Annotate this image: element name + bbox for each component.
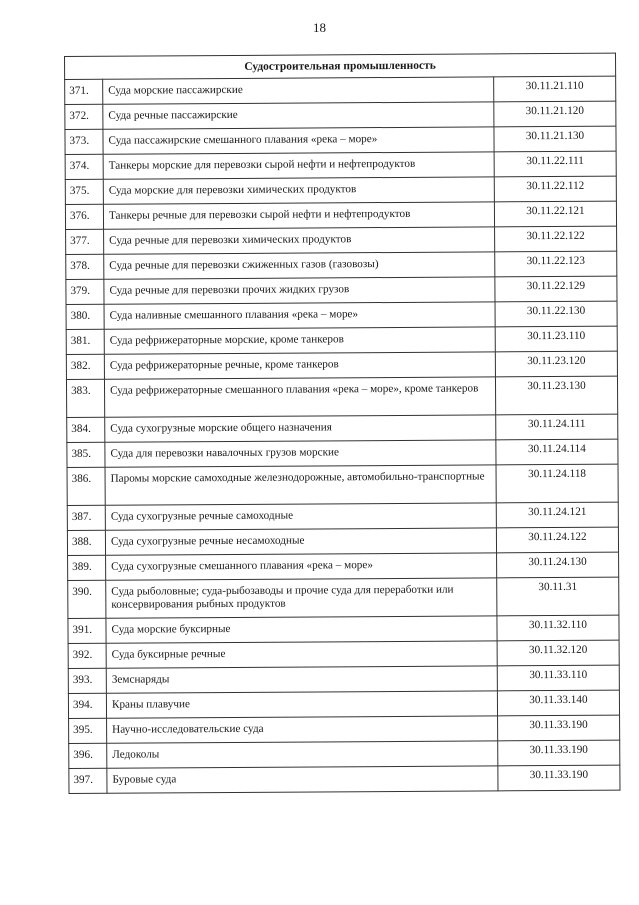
row-code: 30.11.32.120 [497, 640, 619, 666]
row-code: 30.11.22.130 [495, 301, 617, 327]
row-number: 396. [69, 743, 107, 768]
table-row [68, 552, 619, 580]
row-number: 371. [65, 79, 103, 104]
row-code: 30.11.23.120 [495, 351, 617, 377]
row-code: 30.11.24.114 [496, 439, 618, 465]
table-row [69, 765, 620, 793]
table-row [65, 176, 616, 204]
row-number: 377. [66, 229, 104, 254]
row-number: 384. [67, 417, 105, 442]
row-number: 395. [69, 718, 107, 743]
section-header-row [65, 53, 616, 79]
row-code: 30.11.21.110 [494, 76, 616, 102]
row-name: Суда сухогрузные речные самоходные [105, 503, 496, 530]
row-number: 374. [65, 154, 103, 179]
row-name: Суда рефрижераторные смешанного плавания «река – море», кроме танкеров [104, 377, 495, 417]
row-code: 30.11.22.111 [494, 151, 616, 177]
table-row [69, 715, 620, 743]
row-name: Суда речные пассажирские [103, 102, 494, 129]
row-code: 30.11.33.190 [498, 765, 620, 791]
row-name: Суда речные для перевозки химических продуктов [104, 227, 495, 254]
row-code: 30.11.24.122 [496, 527, 618, 553]
row-name: Суда речные для перевозки сжиженных газов (газовозы) [104, 252, 495, 279]
table-row [65, 151, 616, 179]
row-name: Суда пассажирские смешанного плавания «река – море» [103, 127, 494, 154]
row-code: 30.11.21.120 [494, 101, 616, 127]
table-body [65, 76, 620, 793]
row-name: Танкеры морские для перевозки сырой нефти и нефтепродуктов [103, 152, 494, 179]
row-name: Суда рефрижераторные речные, кроме танкеров [104, 352, 495, 379]
row-code: 30.11.22.121 [494, 201, 616, 227]
table-row [66, 301, 617, 329]
table-row [68, 665, 619, 693]
row-number: 372. [65, 104, 103, 129]
row-name: Суда сухогрузные морские общего назначения [105, 415, 496, 442]
table-row [66, 326, 617, 354]
row-number: 375. [65, 179, 103, 204]
row-code: 30.11.24.121 [496, 502, 618, 528]
row-code: 30.11.32.110 [497, 615, 619, 641]
table-row [66, 226, 617, 254]
row-number: 390. [68, 580, 106, 618]
row-name: Краны плавучие [106, 691, 497, 718]
row-code: 30.11.21.130 [494, 126, 616, 152]
row-code: 30.11.24.118 [496, 464, 618, 503]
row-name: Суда буксирные речные [106, 641, 497, 668]
row-code: 30.11.33.110 [497, 665, 619, 691]
row-number: 383. [66, 379, 104, 417]
table-row [67, 502, 618, 530]
row-number: 388. [67, 530, 105, 555]
row-code: 30.11.33.140 [497, 690, 619, 716]
row-code: 30.11.23.110 [495, 326, 617, 352]
row-number: 391. [68, 618, 106, 643]
row-code: 30.11.22.123 [495, 251, 617, 277]
table-row [65, 126, 616, 154]
row-number: 389. [68, 555, 106, 580]
row-number: 378. [66, 254, 104, 279]
table-row [65, 76, 616, 104]
row-name: Суда для перевозки навалочных грузов морские [105, 440, 496, 467]
row-code: 30.11.31 [497, 577, 619, 616]
row-code: 30.11.22.129 [495, 276, 617, 302]
row-code: 30.11.24.130 [497, 552, 619, 578]
row-name: Земснаряды [106, 666, 497, 693]
table-row [67, 414, 618, 442]
row-name: Суда морские для перевозки химических продуктов [103, 177, 494, 204]
row-number: 387. [67, 505, 105, 530]
page-number: 18 [313, 20, 326, 35]
row-name: Ледоколы [107, 741, 498, 768]
row-name: Суда рыболовные; суда-рыбозаводы и прочие суда для переработки или консервирования рыбных продуктов [106, 578, 497, 618]
table-row [67, 527, 618, 555]
row-name: Буровые суда [107, 766, 498, 793]
table-row [66, 276, 617, 304]
table-row [66, 251, 617, 279]
row-name: Суда морские пассажирские [103, 77, 494, 104]
table-row [68, 690, 619, 718]
table-row [66, 351, 617, 379]
row-name: Суда наливные смешанного плавания «река – море» [104, 302, 495, 329]
row-number: 380. [66, 304, 104, 329]
row-number: 381. [66, 329, 104, 354]
row-number: 392. [68, 643, 106, 668]
row-number: 373. [65, 129, 103, 154]
row-code: 30.11.33.190 [498, 740, 620, 766]
table-row [68, 615, 619, 643]
table-row [68, 577, 619, 618]
row-name: Суда морские буксирные [106, 616, 497, 643]
row-code: 30.11.22.112 [494, 176, 616, 202]
row-number: 386. [67, 467, 105, 505]
table-row [67, 464, 618, 505]
row-code: 30.11.23.130 [495, 376, 617, 415]
table-row [67, 439, 618, 467]
row-number: 397. [69, 768, 107, 793]
table-row [68, 640, 619, 668]
row-name: Паромы морские самоходные железнодорожные, автомобильно-транспортные [105, 465, 496, 505]
row-number: 379. [66, 279, 104, 304]
row-name: Суда рефрижераторные морские, кроме танкеров [104, 327, 495, 354]
row-name: Суда сухогрузные речные несамоходные [105, 528, 496, 555]
row-name: Суда сухогрузные смешанного плавания «река – море» [106, 553, 497, 580]
row-number: 394. [68, 693, 106, 718]
row-name: Танкеры речные для перевозки сырой нефти и нефтепродуктов [103, 202, 494, 229]
row-number: 385. [67, 442, 105, 467]
table-row [65, 101, 616, 129]
section-title: Судостроительная промышленность [65, 53, 616, 79]
row-number: 393. [68, 668, 106, 693]
table-row [66, 376, 617, 417]
product-table [64, 53, 620, 794]
row-name: Суда речные для перевозки прочих жидких грузов [104, 277, 495, 304]
row-code: 30.11.24.111 [496, 414, 618, 440]
table-row [69, 740, 620, 768]
row-number: 376. [65, 204, 103, 229]
row-code: 30.11.22.122 [495, 226, 617, 252]
row-code: 30.11.33.190 [498, 715, 620, 741]
row-number: 382. [66, 354, 104, 379]
table-row [65, 201, 616, 229]
row-name: Научно-исследовательские суда [107, 716, 498, 743]
